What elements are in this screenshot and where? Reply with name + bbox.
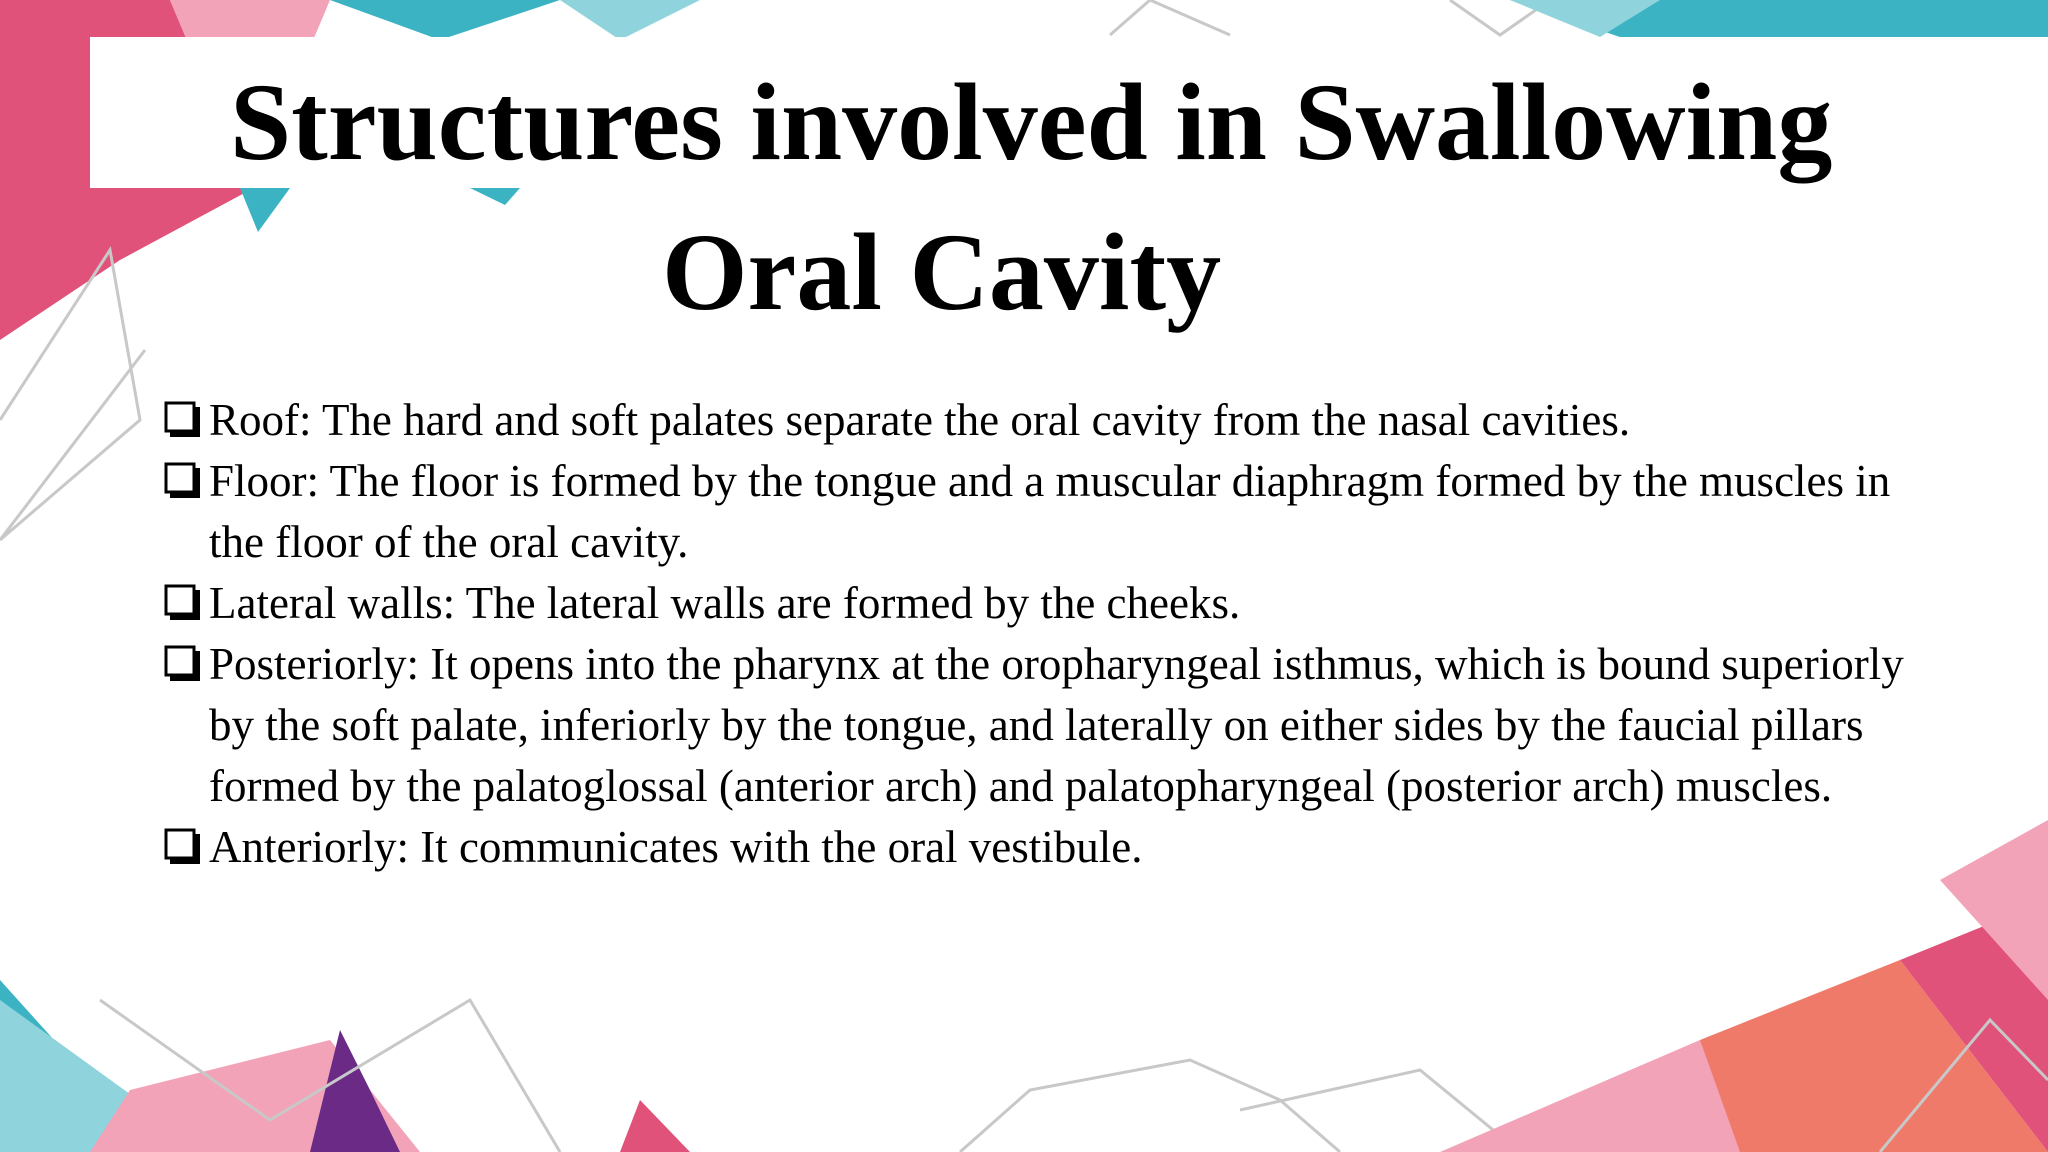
bg-shape-teal-topleft — [330, 0, 560, 40]
checkbox-square-icon — [164, 401, 202, 439]
bullet-item — [162, 390, 1942, 451]
checkbox-square-icon — [164, 462, 202, 500]
bullet-text: Floor: The floor is formed by the tongue and a muscular diaphragm formed by the muscles in the floor of the oral cavity. — [209, 456, 1891, 567]
bg-lines-top — [1110, 0, 1230, 35]
slide-title: Structures involved in Swallowing — [230, 61, 1833, 183]
bullet-item — [162, 451, 1942, 573]
bullet-text: Posteriorly: It opens into the pharynx at the oropharyngeal isthmus, which is bound superiorly by the soft palate, inferiorly by the tongue, and laterally on either sides by the faucial pillars formed by the palatoglossal (anterior arch) and palatopharyngeal (posterior arch) muscles. — [209, 639, 1904, 811]
checkbox-square-icon — [164, 584, 202, 622]
bullet-text: Anteriorly: It communicates with the oral vestibule. — [209, 822, 1143, 872]
bg-shape-pink-small-bottom — [620, 1100, 690, 1152]
bg-shape-lightteal-topleft — [560, 0, 700, 40]
slide-subtitle: Oral Cavity — [662, 211, 1222, 333]
bg-lines-bottom-mid — [960, 1060, 1340, 1152]
bg-shape-teal-small — [240, 188, 290, 232]
bullet-text: Lateral walls: The lateral walls are formed by the cheeks. — [209, 578, 1241, 628]
bg-shape-lightpink-bottomright-2 — [1440, 1040, 1740, 1152]
checkbox-square-icon — [164, 645, 202, 683]
bullet-item — [162, 573, 1942, 634]
checkbox-square-icon — [164, 828, 202, 866]
bullet-item — [162, 634, 1942, 817]
bullet-text: Roof: The hard and soft palates separate the oral cavity from the nasal cavities. — [209, 395, 1631, 445]
bullet-list — [162, 390, 1942, 878]
bg-shape-teal-small-2 — [470, 188, 520, 205]
bullet-item — [162, 817, 1942, 878]
